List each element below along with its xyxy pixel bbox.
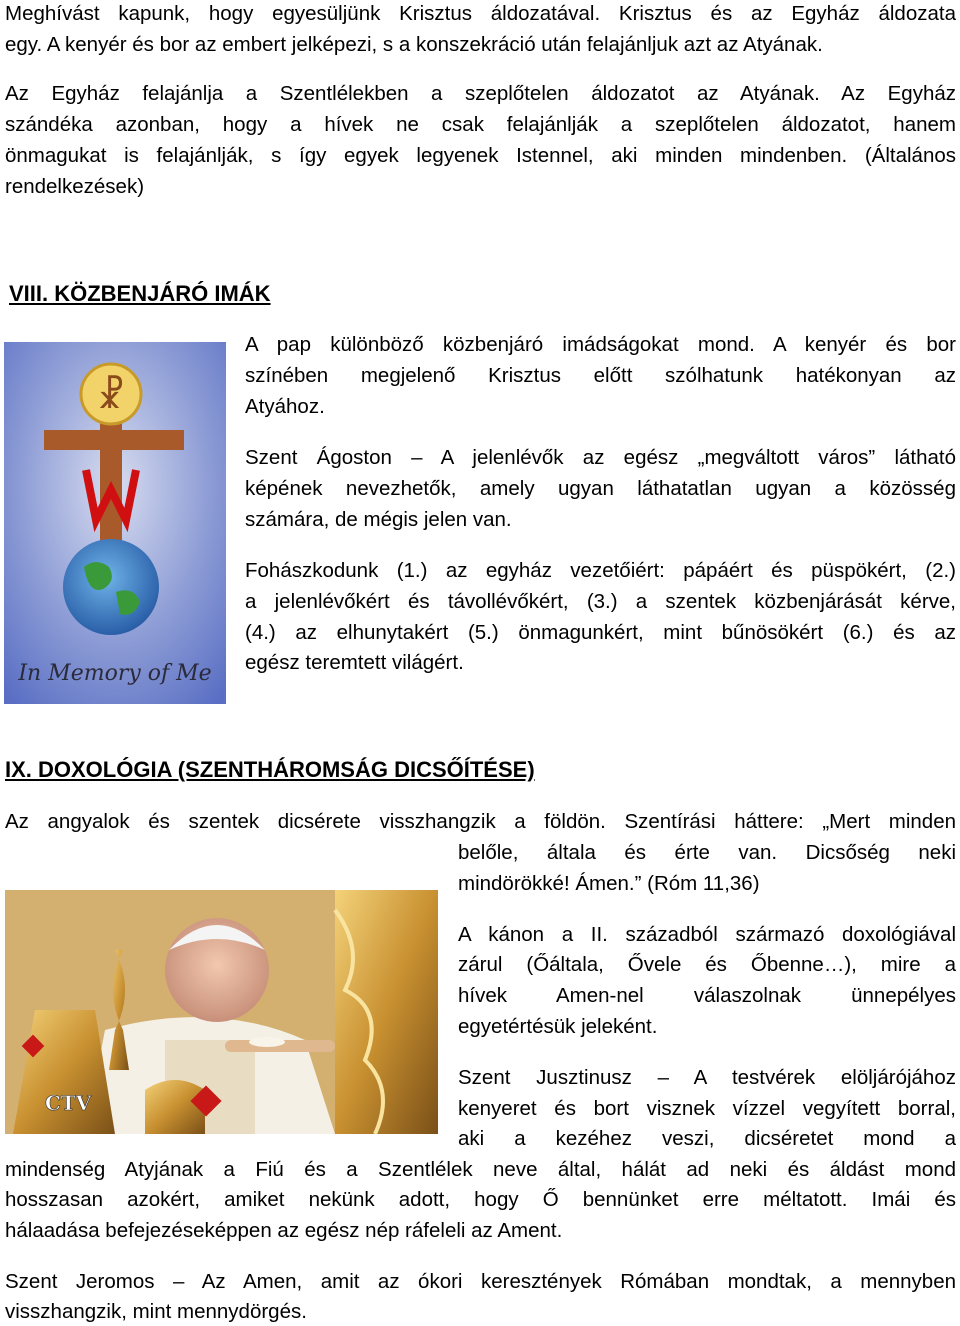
text-line: egyetértésük jeleként. [458, 1015, 658, 1038]
section-heading: VIII. KÖZBENJÁRÓ IMÁK [9, 281, 271, 306]
text-line: Atyához. [245, 395, 325, 418]
doxology-photo [5, 890, 438, 1134]
text-line: szándéka azonban, hogy a hívek ne csak felajánlják a szeplőtelen áldozatot, hanem [5, 113, 956, 136]
text-line: hívek Amen-nel válaszolnak ünnepélyes [458, 984, 956, 1007]
text-line: aki a kezéhez veszi, dicséretet mond a [458, 1127, 956, 1150]
text-line: színében megjelenő Krisztus előtt szólhatunk hatékonyan az [245, 364, 956, 387]
doxology-photo-svg [5, 890, 438, 1134]
text-line: Az Egyház felajánlja a Szentlélekben a szeplőtelen áldozatot az Atyának. Az Egyház [5, 82, 956, 105]
text-line: mindenség Atyjának a Fiú és a Szentlélek neve által, hálát ad neki és áldást mond [5, 1158, 956, 1181]
text-line: Szent Jeromos – Az Amen, amit az ókori keresztények Rómában mondtak, a mennyben [5, 1270, 956, 1293]
text-line: a jelenlévőkért és távollévőkért, (3.) a szentek közbenjárását kérve, [245, 590, 956, 613]
text-line: kenyeret és bort visznek vízzel vegyített borral, [458, 1097, 956, 1120]
text-line: visszhangzik, mint mennydörgés. [5, 1300, 307, 1323]
chi-rho-icon: ☧ [96, 376, 126, 417]
text-line: mindörökké! Ámen.” (Róm 11,36) [458, 872, 760, 895]
text-line: egy. A kenyér és bor az embert jelképezi, s a konszekráció után felajánljuk azt az Atyának. [5, 33, 823, 56]
painting-caption: In Memory of Me [18, 661, 212, 686]
text-line: Az angyalok és szentek dicsérete visszhangzik a földön. Szentírási háttere: „Mert minden [5, 810, 956, 833]
section-heading: IX. DOXOLÓGIA (SZENTHÁROMSÁG DICSŐÍTÉSE) [5, 757, 535, 782]
text-line: képének nevezhetők, amely ugyan láthatatlan ugyan a közösség [245, 477, 956, 500]
text-line: (4.) az elhunytakért (5.) önmagunkért, mint bűnösökért (6.) és az [245, 621, 956, 644]
text-line: Szent Ágoston – A jelenlévők az egész „megváltott város” látható [245, 446, 956, 469]
text-line: rendelkezések) [5, 175, 145, 198]
memory-painting-svg [4, 342, 226, 704]
text-line: belőle, általa és érte van. Dicsőség neki [458, 841, 956, 864]
text-line: Meghívást kapunk, hogy egyesüljünk Krisztus áldozatával. Krisztus és az Egyház áldozata [5, 2, 956, 25]
text-line: A pap különböző közbenjáró imádságokat mond. A kenyér és bor [245, 333, 956, 356]
memory-painting-image [4, 342, 226, 704]
text-line: Fohászkodunk (1.) az egyház vezetőiért: pápáért és püspökért, (2.) [245, 559, 956, 582]
text-line: egész teremtett világért. [245, 651, 464, 674]
ctv-logo: CTV [45, 1091, 92, 1115]
text-line: Szent Jusztinusz – A testvérek elöljárójához [458, 1066, 956, 1089]
text-line: hálaadása befejezéseképpen az egész nép ráfeleli az Ament. [5, 1219, 563, 1242]
text-line: hosszasan azokért, amiket nekünk adott, hogy Ő bennünket erre méltatott. Imái és [5, 1188, 956, 1211]
text-line: számára, de mégis jelen van. [245, 508, 512, 531]
text-line: önmagukat is felajánlják, s így egyek legyenek Istennel, aki minden mindenben. (Általános [5, 144, 956, 167]
text-line: zárul (Őáltala, Ővele és Őbenne…), mire a [458, 953, 956, 976]
text-line: A kánon a II. századból származó doxológiával [458, 923, 956, 946]
